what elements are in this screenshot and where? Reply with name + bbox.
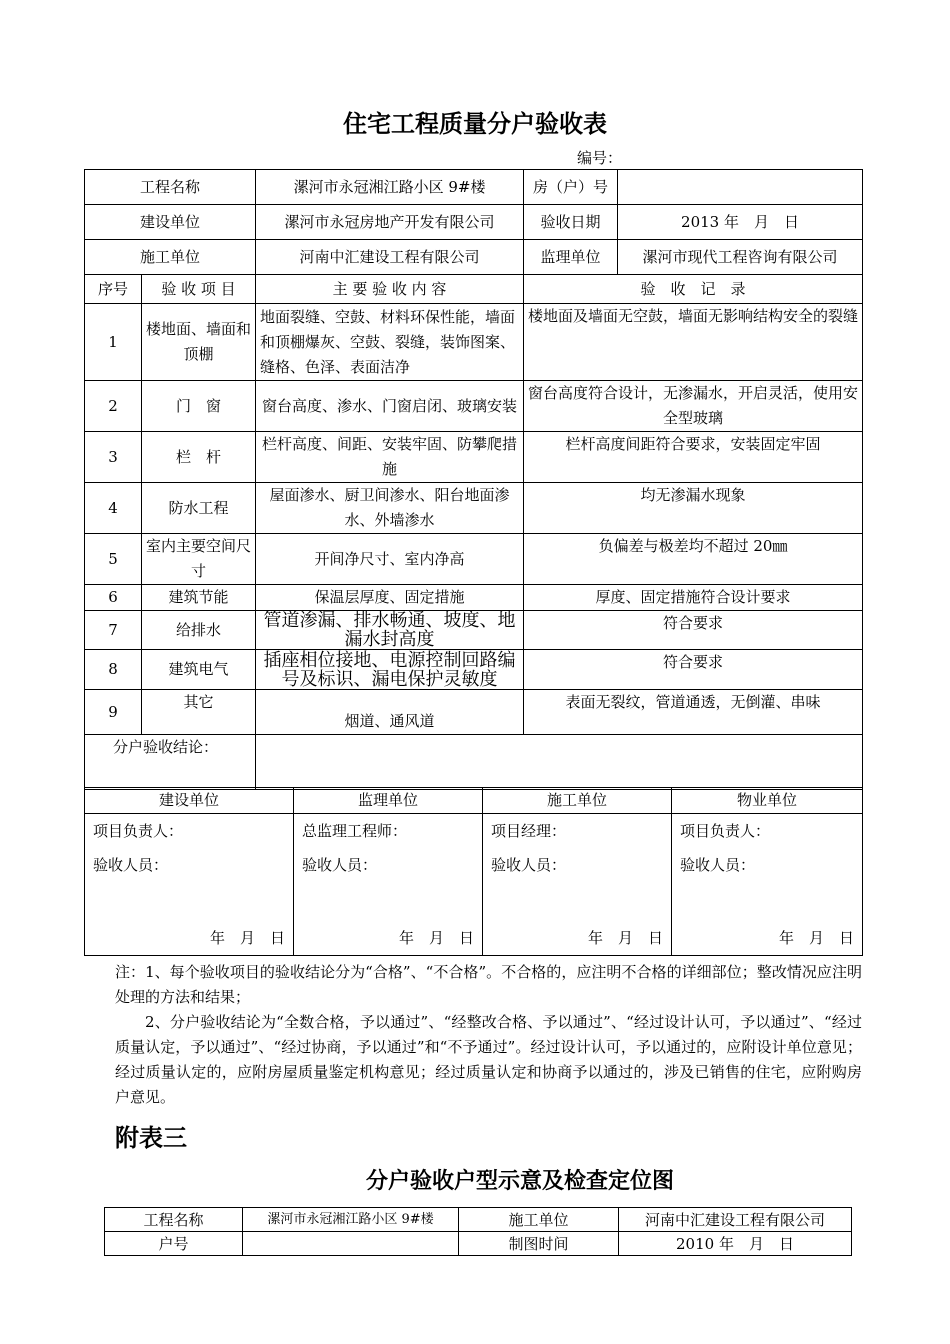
- row-content: 插座相位接地、电源控制回路编号及标识、漏电保护灵敏度: [256, 650, 524, 690]
- table-row: [85, 611, 863, 650]
- signature-header-row: [85, 788, 863, 814]
- row-record: 负偏差与极差均不超过 20㎜: [524, 534, 863, 585]
- constructor-label: 施工单位: [85, 240, 256, 275]
- signature-cell-builder: [85, 814, 294, 956]
- signature-row: [85, 814, 863, 956]
- unit-constructor-label: 施工单位: [483, 788, 672, 814]
- row-no: 7: [85, 611, 142, 650]
- sign-date: 年 月 日: [209, 929, 285, 947]
- notes-section: [115, 960, 862, 1110]
- staff-label: 验收人员：: [491, 856, 567, 874]
- staff-label: 验收人员：: [302, 856, 378, 874]
- table-row: [85, 432, 863, 483]
- appendix-title: 附表三: [115, 1124, 187, 1152]
- supervisor-label: 监理单位: [524, 240, 618, 275]
- row-no: 1: [85, 304, 142, 381]
- acceptance-date-label: 验收日期: [524, 205, 618, 240]
- row-no: 4: [85, 483, 142, 534]
- staff-label: 验收人员：: [93, 856, 169, 874]
- note-2: 2、分户验收结论为“全数合格，予以通过”、“经整改合格、予以通过”、“经过设计认可，予以通过”、“经过质量认定，予以通过”、“经过协商，予以通过”和“不予通过”。经过设计认可，予以通过的，应附设计单位意见；经过质量认定的，应附房屋质量鉴定机构意见；经过质量认定和协商予以通过的，涉及已销售的住宅，应附购房户意见。: [115, 1013, 862, 1106]
- note-1: 注：1、每个验收项目的验收结论分为“合格”、“不合格”。不合格的，应注明不合格的详细部位；整改情况应注明处理的方法和结果；: [115, 963, 862, 1006]
- page-title: 住宅工程质量分户验收表: [343, 110, 607, 138]
- conclusion-row: [85, 735, 863, 790]
- table-row: [85, 304, 863, 381]
- info-row-constructor: [85, 240, 863, 275]
- row-item: 室内主要空间尺寸: [142, 534, 256, 585]
- builder-value: 漯河市永冠房地产开发有限公司: [256, 205, 524, 240]
- row-item: 栏 杆: [142, 432, 256, 483]
- row-record: 楼地面及墙面无空鼓，墙面无影响结构安全的裂缝: [524, 304, 863, 381]
- row-no: 9: [85, 690, 142, 735]
- row-no: 8: [85, 650, 142, 690]
- acceptance-date-value: 2013 年 月 日: [618, 205, 863, 240]
- project-name-label: 工程名称: [85, 170, 256, 205]
- room-number-label: 房（户）号: [524, 170, 618, 205]
- constructor-value: 河南中汇建设工程有限公司: [256, 240, 524, 275]
- row-content: 栏杆高度、间距、安装牢固、防攀爬措施: [256, 432, 524, 483]
- row-content: 地面裂缝、空鼓、材料环保性能，墙面和顶棚爆灰、空鼓、裂缝，装饰图案、缝格、色泽、表面洁净: [256, 304, 524, 381]
- row-item: 楼地面、墙面和顶棚: [142, 304, 256, 381]
- room-number-value[interactable]: [618, 170, 863, 205]
- row-record: 厚度、固定措施符合设计要求: [524, 585, 863, 611]
- row-record: 窗台高度符合设计，无渗漏水，开启灵活，使用安全型玻璃: [524, 381, 863, 432]
- draw-time-value: 2010 年 月 日: [619, 1232, 852, 1256]
- draw-time-label: 制图时间: [459, 1232, 619, 1256]
- layout-info-row: [105, 1232, 852, 1256]
- table-row: [85, 483, 863, 534]
- row-no: 6: [85, 585, 142, 611]
- row-item: 门 窗: [142, 381, 256, 432]
- info-row-builder: [85, 205, 863, 240]
- sign-date: 年 月 日: [587, 929, 663, 947]
- row-item: 其它: [142, 690, 256, 735]
- header-content: 主 要 验 收 内 容: [256, 275, 524, 304]
- row-no: 5: [85, 534, 142, 585]
- row-item: 建筑节能: [142, 585, 256, 611]
- project-name-label: 工程名称: [105, 1208, 243, 1232]
- header-row: [85, 275, 863, 304]
- constructor-value: 河南中汇建设工程有限公司: [619, 1208, 852, 1232]
- row-content: 窗台高度、渗水、门窗启闭、玻璃安装: [256, 381, 524, 432]
- row-item: 建筑电气: [142, 650, 256, 690]
- header-item: 验 收 项 目: [142, 275, 256, 304]
- layout-info-table: [104, 1207, 852, 1256]
- sign-date: 年 月 日: [398, 929, 474, 947]
- acceptance-table: [84, 169, 863, 790]
- supervisor-value: 漯河市现代工程咨询有限公司: [618, 240, 863, 275]
- role-label: 项目负责人：: [93, 822, 184, 840]
- row-record: 表面无裂纹，管道通透，无倒灌、串味: [524, 690, 863, 735]
- row-item: 给排水: [142, 611, 256, 650]
- layout-diagram-title: 分户验收户型示意及检查定位图: [365, 1169, 674, 1194]
- row-record: 栏杆高度间距符合要求，安装固定牢固: [524, 432, 863, 483]
- signature-cell-property: [672, 814, 863, 956]
- info-row-project: [85, 170, 863, 205]
- sign-date: 年 月 日: [778, 929, 854, 947]
- conclusion-value[interactable]: [256, 735, 863, 790]
- unit-supervisor-label: 监理单位: [294, 788, 483, 814]
- role-label: 总监理工程师：: [302, 822, 408, 840]
- row-content: 管道渗漏、排水畅通、坡度、地漏水封高度: [256, 611, 524, 650]
- row-content: 保温层厚度、固定措施: [256, 585, 524, 611]
- table-row: [85, 650, 863, 690]
- staff-label: 验收人员：: [680, 856, 756, 874]
- signature-cell-supervisor: [294, 814, 483, 956]
- row-no: 3: [85, 432, 142, 483]
- row-content: 开间净尺寸、室内净高: [256, 534, 524, 585]
- serial-number-label: 编号：: [577, 149, 623, 167]
- role-label: 项目负责人：: [680, 822, 771, 840]
- row-record: 符合要求: [524, 650, 863, 690]
- row-no: 2: [85, 381, 142, 432]
- role-label: 项目经理：: [491, 822, 567, 840]
- table-row: [85, 585, 863, 611]
- row-record: 符合要求: [524, 611, 863, 650]
- header-no: 序号: [85, 275, 142, 304]
- unit-builder-label: 建设单位: [85, 788, 294, 814]
- builder-label: 建设单位: [85, 205, 256, 240]
- conclusion-label: 分户验收结论：: [85, 735, 256, 790]
- row-item: 防水工程: [142, 483, 256, 534]
- signature-table: [84, 787, 863, 956]
- project-name-value: 漯河市永冠湘江路小区 9#楼: [243, 1208, 459, 1232]
- layout-info-row: [105, 1208, 852, 1232]
- row-content: 烟道、通风道: [256, 690, 524, 735]
- header-record: 验 收 记 录: [524, 275, 863, 304]
- project-name-value: 漯河市永冠湘江路小区 9#楼: [256, 170, 524, 205]
- constructor-label: 施工单位: [459, 1208, 619, 1232]
- unit-property-label: 物业单位: [672, 788, 863, 814]
- room-number-label: 户号: [105, 1232, 243, 1256]
- row-content: 屋面渗水、厨卫间渗水、阳台地面渗水、外墙渗水: [256, 483, 524, 534]
- row-record: 均无渗漏水现象: [524, 483, 863, 534]
- table-row: [85, 381, 863, 432]
- table-row: [85, 534, 863, 585]
- signature-cell-constructor: [483, 814, 672, 956]
- table-row: [85, 690, 863, 735]
- room-number-value[interactable]: [243, 1232, 459, 1256]
